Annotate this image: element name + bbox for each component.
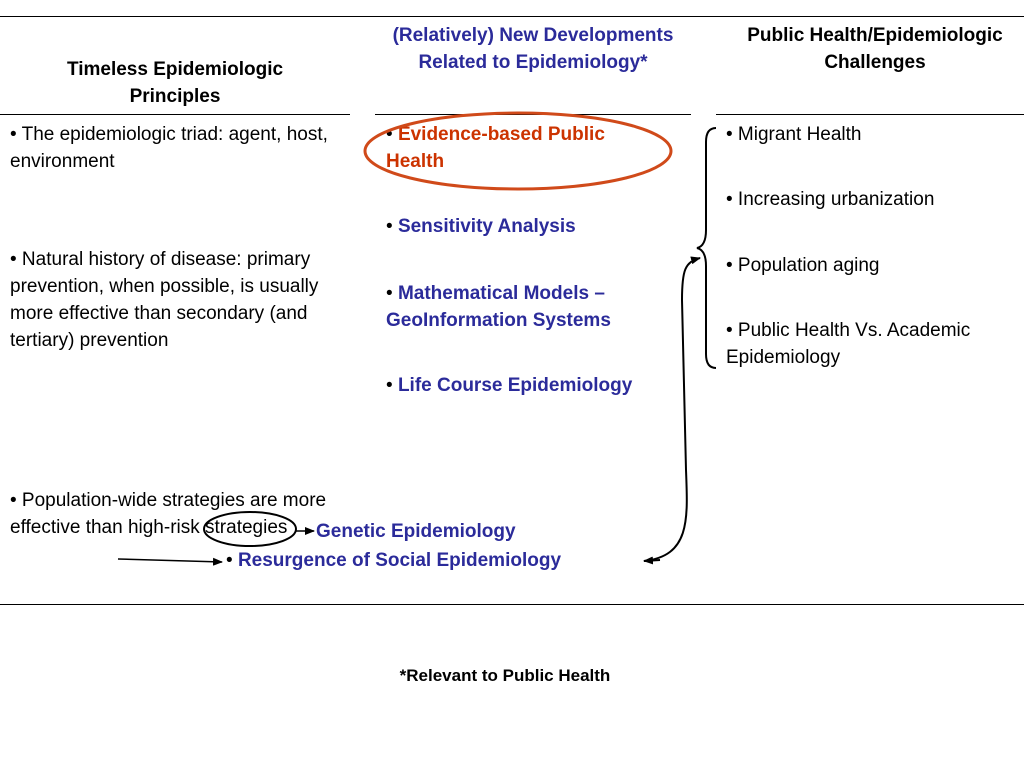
col3-item-public-vs-academic: • Public Health Vs. Academic Epidemiology [726,320,971,368]
challenges-brace [697,128,716,368]
high-risk-highlight-ellipse [204,512,296,546]
evidence-highlight-ellipse [365,113,671,189]
col2-header: (Relatively) New Developments Related to Epidemiology* [392,25,674,73]
col1-header: Timeless Epidemiologic Principles [66,59,284,107]
col3-item-aging: • Population aging [726,255,880,276]
col3-header: Public Health/Epidemiologic Challenges [747,25,1003,73]
col3-item-urbanization: • Increasing urbanization [726,189,935,210]
strategies-arrow [118,559,222,562]
bullet: • [386,216,393,237]
social-to-challenges-arrow-tail [644,560,660,561]
sensitivity-label: Sensitivity Analysis [397,216,576,237]
bullet: • [386,283,393,304]
math-models-label: Mathematical Models – GeoInformation Systems [386,283,611,331]
bullet: • [226,550,233,571]
col3-item-migrant: • Migrant Health [726,124,862,145]
col1-item-population-strategies: • Population-wide strategies are more effective than high-risk strategies [10,490,327,538]
evidence-based-label: Evidence-based Public Health [386,124,605,172]
footnote: *Relevant to Public Health [399,666,611,685]
resurgence-label: Resurgence of Social Epidemiology [237,550,562,571]
bullet: • [386,375,393,396]
col1-item-triad: • The epidemiologic triad: agent, host, environment [10,124,328,172]
genetic-epidemiology: Genetic Epidemiology [316,521,516,542]
col1-item-natural-history: • Natural history of disease: primary prevention, when possible, is usually more effective than secondary (and tertiary) prevention [10,249,319,351]
bullet: • [386,124,393,145]
life-course-label: Life Course Epidemiology [397,375,633,396]
social-to-challenges-arrow [644,258,700,561]
